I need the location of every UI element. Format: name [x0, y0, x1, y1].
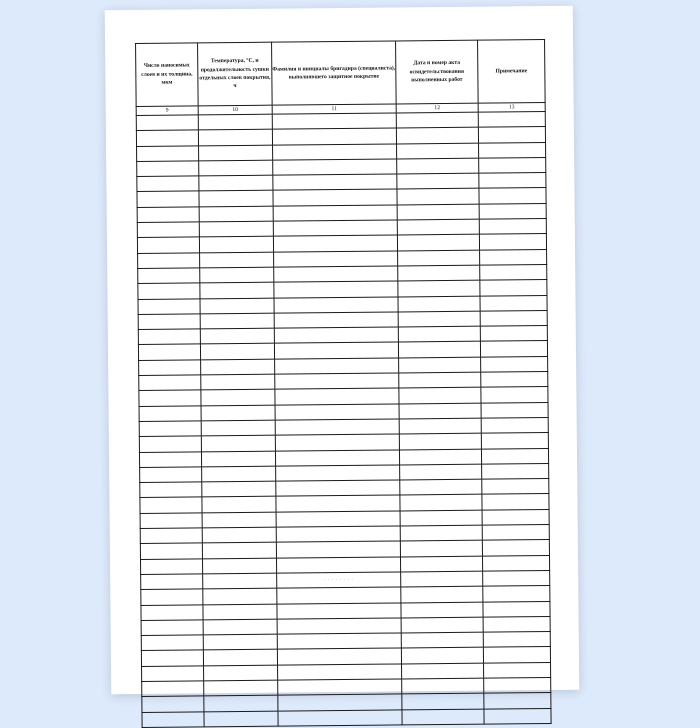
- table-cell[interactable]: [401, 586, 483, 602]
- table-cell[interactable]: [275, 388, 399, 404]
- table-row[interactable]: [142, 708, 551, 727]
- table-cell[interactable]: [203, 588, 277, 604]
- table-cell[interactable]: [201, 451, 275, 467]
- column-header-9: [136, 43, 199, 107]
- table-cell[interactable]: [399, 449, 481, 465]
- table-cell[interactable]: [137, 207, 199, 223]
- table-cell[interactable]: [399, 372, 481, 388]
- table-cell[interactable]: [276, 495, 400, 511]
- table-cell[interactable]: [401, 617, 483, 633]
- table-cell[interactable]: [139, 405, 201, 421]
- table-cell[interactable]: [273, 220, 397, 236]
- table-cell[interactable]: [199, 206, 273, 222]
- table-cell[interactable]: [400, 556, 482, 572]
- table-cell[interactable]: [199, 191, 273, 207]
- column-header-10: [198, 42, 273, 106]
- table-cell[interactable]: [482, 540, 549, 556]
- table-cell[interactable]: [200, 313, 274, 329]
- table-cell[interactable]: [202, 542, 276, 558]
- table-cell[interactable]: [202, 497, 276, 513]
- table-cell[interactable]: [483, 570, 550, 586]
- table-cell[interactable]: [278, 679, 402, 695]
- table-cell[interactable]: [484, 677, 551, 693]
- table-cell[interactable]: [274, 266, 398, 282]
- table-cell[interactable]: [277, 602, 401, 618]
- table-cell[interactable]: [140, 513, 202, 529]
- table-cell[interactable]: [200, 267, 274, 283]
- table-cell[interactable]: [275, 419, 399, 435]
- table-cell[interactable]: [273, 235, 397, 251]
- table-cell[interactable]: [142, 711, 204, 727]
- table-cell[interactable]: [200, 328, 274, 344]
- table-cell[interactable]: [198, 114, 272, 130]
- table-cell[interactable]: [203, 619, 277, 635]
- document-page: [105, 6, 580, 694]
- table-cell[interactable]: [202, 527, 276, 543]
- table-cell[interactable]: [481, 417, 548, 433]
- table-cell[interactable]: [479, 234, 546, 250]
- table-cell[interactable]: [142, 666, 204, 682]
- table-cell[interactable]: [479, 188, 546, 204]
- table-cell[interactable]: [482, 509, 549, 525]
- table-cell[interactable]: [139, 436, 201, 452]
- table-cell[interactable]: [402, 693, 484, 709]
- table-cell[interactable]: [141, 635, 203, 651]
- table-cell[interactable]: [274, 281, 398, 297]
- table-cell[interactable]: [398, 342, 480, 358]
- table-cell[interactable]: [273, 174, 397, 190]
- table-cell[interactable]: [397, 189, 479, 205]
- column-number-10: 10: [198, 105, 272, 115]
- table-cell[interactable]: [275, 434, 399, 450]
- table-cell[interactable]: [201, 405, 275, 421]
- table-cell[interactable]: [203, 650, 277, 666]
- table-cell[interactable]: [138, 298, 200, 314]
- form-table-container: [135, 39, 551, 728]
- table-cell[interactable]: [139, 375, 201, 391]
- table-cell[interactable]: [201, 389, 275, 405]
- table-cell[interactable]: [199, 221, 273, 237]
- table-cell[interactable]: [275, 404, 399, 420]
- column-header-9-label: Число наносимых слоев и их толщина, мкм: [141, 62, 193, 86]
- table-header: [136, 40, 546, 116]
- table-cell[interactable]: [397, 158, 479, 174]
- table-cell[interactable]: [201, 359, 275, 375]
- table-cell[interactable]: [398, 250, 480, 266]
- table-cell[interactable]: [479, 203, 546, 219]
- table-cell[interactable]: [278, 710, 402, 726]
- table-cell[interactable]: [201, 374, 275, 390]
- table-cell[interactable]: [136, 115, 198, 131]
- table-cell[interactable]: [202, 558, 276, 574]
- table-cell[interactable]: [139, 451, 201, 467]
- table-cell[interactable]: [139, 360, 201, 376]
- table-cell[interactable]: [479, 157, 546, 173]
- table-cell[interactable]: [483, 647, 550, 663]
- table-cell[interactable]: [201, 420, 275, 436]
- table-cell[interactable]: [199, 160, 273, 176]
- table-cell[interactable]: [137, 191, 199, 207]
- table-cell[interactable]: [202, 466, 276, 482]
- table-cell[interactable]: [202, 481, 276, 497]
- table-cell[interactable]: [276, 465, 400, 481]
- table-cell[interactable]: [483, 632, 550, 648]
- table-cell[interactable]: [274, 312, 398, 328]
- table-cell[interactable]: [484, 708, 551, 724]
- form-table: [135, 39, 552, 728]
- table-cell[interactable]: [276, 511, 400, 527]
- table-cell[interactable]: [274, 297, 398, 313]
- table-cell[interactable]: [480, 341, 547, 357]
- table-cell[interactable]: [398, 296, 480, 312]
- table-cell[interactable]: [273, 189, 397, 205]
- table-cell[interactable]: [137, 176, 199, 192]
- table-cell[interactable]: [402, 709, 484, 725]
- table-cell[interactable]: [484, 662, 551, 678]
- table-cell[interactable]: [199, 237, 273, 253]
- table-cell[interactable]: [273, 159, 397, 175]
- table-cell[interactable]: [480, 310, 547, 326]
- table-cell[interactable]: [140, 497, 202, 513]
- table-cell[interactable]: [399, 418, 481, 434]
- table-cell[interactable]: [480, 326, 547, 342]
- table-cell[interactable]: [203, 604, 277, 620]
- table-cell[interactable]: [400, 525, 482, 541]
- table-cell[interactable]: [483, 616, 550, 632]
- table-cell[interactable]: [139, 421, 201, 437]
- watermark-mark: · · · · · · · ·: [323, 577, 354, 583]
- table-cell[interactable]: [204, 665, 278, 681]
- table-cell[interactable]: [400, 464, 482, 480]
- table-cell[interactable]: [399, 357, 481, 373]
- table-cell[interactable]: [397, 204, 479, 220]
- table-cell[interactable]: [482, 555, 549, 571]
- table-cell[interactable]: [275, 449, 399, 465]
- table-cell[interactable]: [141, 620, 203, 636]
- table-cell[interactable]: [399, 388, 481, 404]
- table-cell[interactable]: [402, 678, 484, 694]
- table-cell[interactable]: [400, 540, 482, 556]
- table-cell[interactable]: [137, 222, 199, 238]
- column-number-9: 9: [136, 106, 198, 116]
- table-cell[interactable]: [396, 112, 478, 128]
- table-cell[interactable]: [482, 494, 549, 510]
- table-cell[interactable]: [198, 129, 272, 145]
- table-cell[interactable]: [140, 482, 202, 498]
- table-cell[interactable]: [397, 219, 479, 235]
- table-cell[interactable]: [137, 161, 199, 177]
- table-cell[interactable]: [141, 650, 203, 666]
- table-cell[interactable]: [141, 574, 203, 590]
- table-cell[interactable]: [480, 249, 547, 265]
- table-cell[interactable]: [401, 602, 483, 618]
- table-cell[interactable]: [480, 295, 547, 311]
- table-cell[interactable]: [484, 693, 551, 709]
- table-cell[interactable]: [200, 282, 274, 298]
- table-cell[interactable]: [480, 280, 547, 296]
- table-cell[interactable]: [399, 433, 481, 449]
- table-cell[interactable]: [400, 479, 482, 495]
- table-cell[interactable]: [276, 541, 400, 557]
- table-cell[interactable]: [401, 632, 483, 648]
- table-cell[interactable]: [200, 252, 274, 268]
- table-cell[interactable]: [272, 128, 396, 144]
- table-cell[interactable]: [199, 145, 273, 161]
- table-cell[interactable]: [142, 681, 204, 697]
- table-body: [136, 112, 551, 728]
- table-cell[interactable]: [481, 402, 548, 418]
- table-cell[interactable]: [480, 264, 547, 280]
- table-cell[interactable]: [276, 526, 400, 542]
- table-cell[interactable]: [399, 403, 481, 419]
- table-cell[interactable]: [201, 435, 275, 451]
- table-cell[interactable]: [274, 251, 398, 267]
- table-cell[interactable]: [273, 144, 397, 160]
- table-cell[interactable]: [398, 280, 480, 296]
- table-cell[interactable]: [277, 633, 401, 649]
- table-cell[interactable]: [276, 480, 400, 496]
- table-cell[interactable]: [278, 664, 402, 680]
- table-cell[interactable]: [402, 663, 484, 679]
- column-header-11-label: Фамилия и инициалы бригадира (специалиста), выполнявшего защитное покрытие: [272, 65, 396, 81]
- table-cell[interactable]: [138, 329, 200, 345]
- table-cell[interactable]: [481, 372, 548, 388]
- table-cell[interactable]: [481, 448, 548, 464]
- column-header-12: [396, 40, 479, 104]
- table-cell[interactable]: [272, 113, 396, 129]
- column-header-13-label: Примечание: [495, 68, 528, 75]
- table-cell[interactable]: [140, 558, 202, 574]
- table-cell[interactable]: [203, 573, 277, 589]
- table-cell[interactable]: [400, 510, 482, 526]
- table-cell[interactable]: [138, 253, 200, 269]
- table-cell[interactable]: [275, 358, 399, 374]
- table-cell[interactable]: [277, 587, 401, 603]
- table-cell[interactable]: [274, 327, 398, 343]
- table-cell[interactable]: [481, 356, 548, 372]
- table-cell[interactable]: [397, 235, 479, 251]
- table-cell[interactable]: [398, 326, 480, 342]
- table-cell[interactable]: [275, 373, 399, 389]
- table-cell[interactable]: [202, 512, 276, 528]
- table-cell[interactable]: [204, 695, 278, 711]
- table-cell[interactable]: [200, 344, 274, 360]
- table-cell[interactable]: [138, 344, 200, 360]
- table-cell[interactable]: [482, 479, 549, 495]
- table-cell[interactable]: [140, 467, 202, 483]
- column-header-10-label: Температура, °C, и продолжительность сушки отдельных слоев покрытия, ч: [199, 58, 271, 90]
- table-cell[interactable]: [139, 390, 201, 406]
- table-cell[interactable]: [137, 145, 199, 161]
- column-number-13: 13: [478, 103, 545, 113]
- table-cell[interactable]: [204, 711, 278, 727]
- table-cell[interactable]: [277, 572, 401, 588]
- table-cell[interactable]: [204, 680, 278, 696]
- table-cell[interactable]: [401, 571, 483, 587]
- table-cell[interactable]: [136, 130, 198, 146]
- table-cell[interactable]: [140, 528, 202, 544]
- table-cell[interactable]: [141, 589, 203, 605]
- table-cell[interactable]: [398, 265, 480, 281]
- table-cell[interactable]: [478, 112, 545, 128]
- table-cell[interactable]: [396, 127, 478, 143]
- table-cell[interactable]: [140, 543, 202, 559]
- table-cell[interactable]: [398, 311, 480, 327]
- table-cell[interactable]: [141, 604, 203, 620]
- table-cell[interactable]: [481, 433, 548, 449]
- table-cell[interactable]: [479, 173, 546, 189]
- table-cell[interactable]: [481, 387, 548, 403]
- table-cell[interactable]: [483, 601, 550, 617]
- table-cell[interactable]: [200, 298, 274, 314]
- table-cell[interactable]: [277, 648, 401, 664]
- table-cell[interactable]: [401, 648, 483, 664]
- table-cell[interactable]: [138, 268, 200, 284]
- table-cell[interactable]: [142, 696, 204, 712]
- table-cell[interactable]: [397, 143, 479, 159]
- table-cell[interactable]: [482, 463, 549, 479]
- table-cell[interactable]: [478, 127, 545, 143]
- table-cell[interactable]: [273, 205, 397, 221]
- table-cell[interactable]: [482, 525, 549, 541]
- table-cell[interactable]: [278, 694, 402, 710]
- table-cell[interactable]: [483, 586, 550, 602]
- table-cell[interactable]: [203, 634, 277, 650]
- table-cell[interactable]: [199, 175, 273, 191]
- table-cell[interactable]: [479, 142, 546, 158]
- table-cell[interactable]: [479, 219, 546, 235]
- column-number-12: 12: [396, 103, 478, 113]
- table-cell[interactable]: [400, 495, 482, 511]
- table-cell[interactable]: [138, 283, 200, 299]
- column-number-11: 11: [272, 104, 396, 114]
- column-header-11: [272, 41, 397, 105]
- table-cell[interactable]: [138, 314, 200, 330]
- table-cell[interactable]: [277, 618, 401, 634]
- column-header-13: [478, 40, 546, 104]
- table-cell[interactable]: [274, 342, 398, 358]
- table-cell[interactable]: [397, 173, 479, 189]
- table-cell[interactable]: [137, 237, 199, 253]
- table-header-row: [136, 40, 546, 107]
- column-header-12-label: Дата и номер акта освидетельствования выполненных работ: [409, 60, 465, 84]
- table-cell[interactable]: [276, 557, 400, 573]
